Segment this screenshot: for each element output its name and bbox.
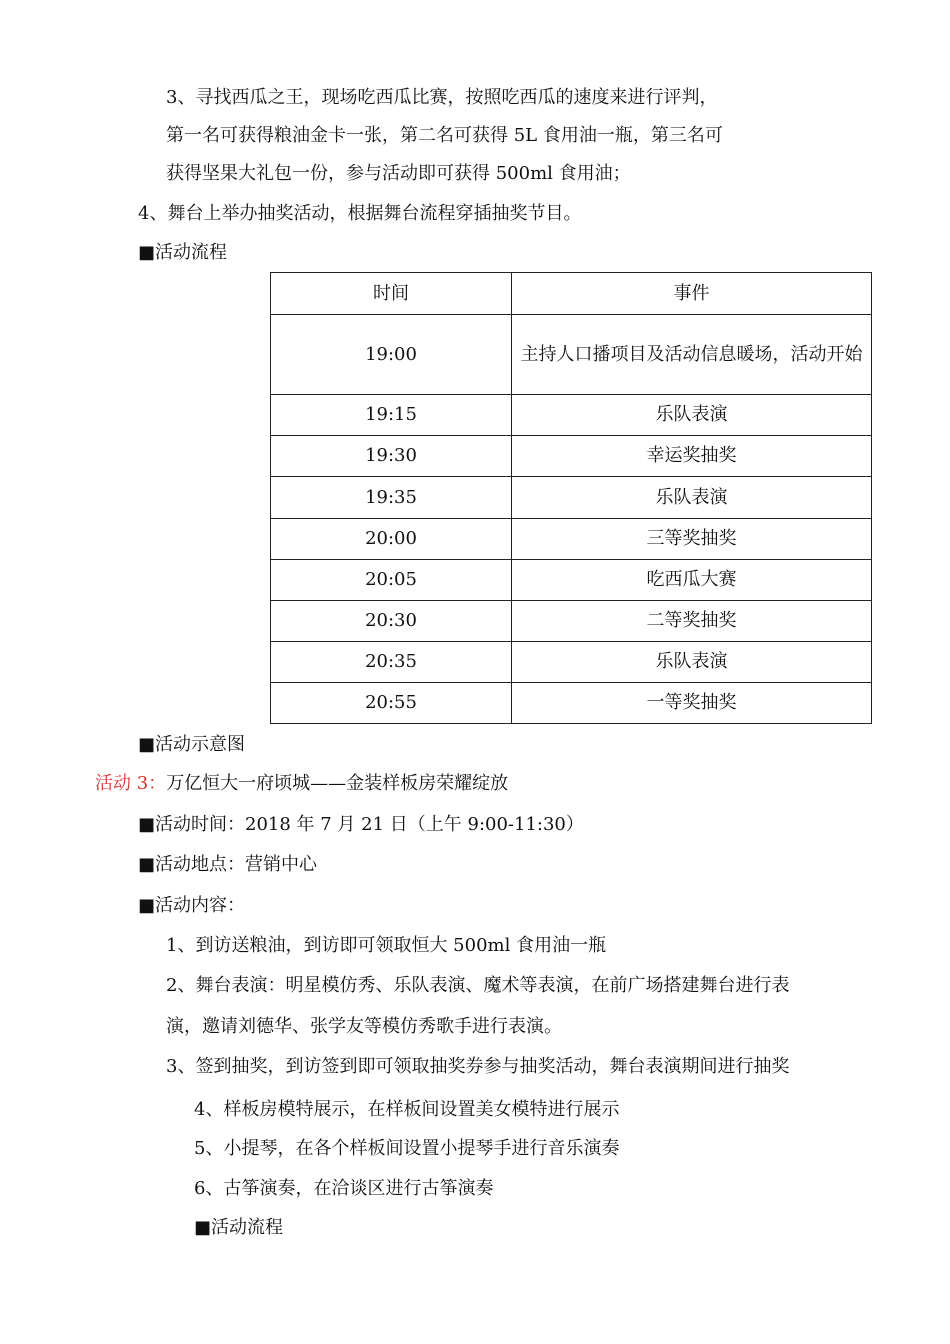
activity3-item2-line2: 演，邀请刘德华、张学友等模仿秀歌手进行表演。	[166, 1016, 562, 1037]
activity3-item3: 3、签到抽奖，到访签到即可领取抽奖券参与抽奖活动，舞台表演期间进行抽奖	[166, 1056, 790, 1077]
row-time: 19:30	[271, 436, 512, 477]
table-row	[271, 519, 872, 560]
row-event: 乐队表演	[512, 395, 872, 436]
row-event: 乐队表演	[512, 642, 872, 683]
row-time: 20:30	[271, 601, 512, 642]
table-header-row	[271, 273, 872, 315]
row-time: 19:15	[271, 395, 512, 436]
row-event: 一等奖抽奖	[512, 683, 872, 724]
row-time: 20:00	[271, 519, 512, 560]
row-event: 主持人口播项目及活动信息暖场，活动开始	[512, 315, 872, 395]
activity3-title-line	[95, 772, 508, 796]
schedule-table	[270, 272, 872, 724]
activity3-place: ■活动地点：营销中心	[138, 854, 318, 875]
row-time: 20:05	[271, 560, 512, 601]
table-row	[271, 477, 872, 519]
activity3-time: ■活动时间：2018 年 7 月 21 日（上午 9:00-11:30）	[138, 814, 584, 835]
row-event: 乐队表演	[512, 477, 872, 519]
item4: 4、舞台上举办抽奖活动，根据舞台流程穿插抽奖节目。	[138, 203, 582, 224]
item3-line3: 获得坚果大礼包一份，参与活动即可获得 500ml 食用油；	[166, 163, 631, 184]
row-time: 19:00	[271, 315, 512, 395]
item3-line1: 3、寻找西瓜之王，现场吃西瓜比赛，按照吃西瓜的速度来进行评判，	[166, 87, 718, 108]
flow-heading: ■活动流程	[138, 242, 228, 263]
activity3-flow-heading: ■活动流程	[194, 1217, 284, 1238]
row-time: 20:55	[271, 683, 512, 724]
activity3-item5: 5、小提琴，在各个样板间设置小提琴手进行音乐演奏	[194, 1138, 620, 1159]
table-row	[271, 315, 872, 395]
activity3-label: 活动 3：	[95, 773, 167, 794]
row-time: 20:35	[271, 642, 512, 683]
activity3-item2-line1: 2、舞台表演：明星模仿秀、乐队表演、魔术等表演，在前广场搭建舞台进行表	[166, 975, 790, 996]
table-row	[271, 436, 872, 477]
table-row	[271, 642, 872, 683]
item3-line2: 第一名可获得粮油金卡一张，第二名可获得 5L 食用油一瓶，第三名可	[166, 125, 723, 146]
activity3-content-heading: ■活动内容：	[138, 895, 246, 916]
table-row	[271, 601, 872, 642]
diagram-heading: ■活动示意图	[138, 734, 246, 755]
activity3-item4: 4、样板房模特展示，在样板间设置美女模特进行展示	[194, 1099, 620, 1120]
table-row	[271, 395, 872, 436]
header-event: 事件	[512, 273, 872, 315]
row-time: 19:35	[271, 477, 512, 519]
table-row	[271, 683, 872, 724]
row-event: 二等奖抽奖	[512, 601, 872, 642]
activity3-item6: 6、古筝演奏，在洽谈区进行古筝演奏	[194, 1178, 494, 1199]
row-event: 三等奖抽奖	[512, 519, 872, 560]
activity3-title: 万亿恒大一府顷城——金装样板房荣耀绽放	[166, 773, 509, 794]
table-row	[271, 560, 872, 601]
activity3-item1: 1、到访送粮油，到访即可领取恒大 500ml 食用油一瓶	[166, 935, 607, 956]
row-event: 幸运奖抽奖	[512, 436, 872, 477]
row-event: 吃西瓜大赛	[512, 560, 872, 601]
header-time: 时间	[271, 273, 512, 315]
